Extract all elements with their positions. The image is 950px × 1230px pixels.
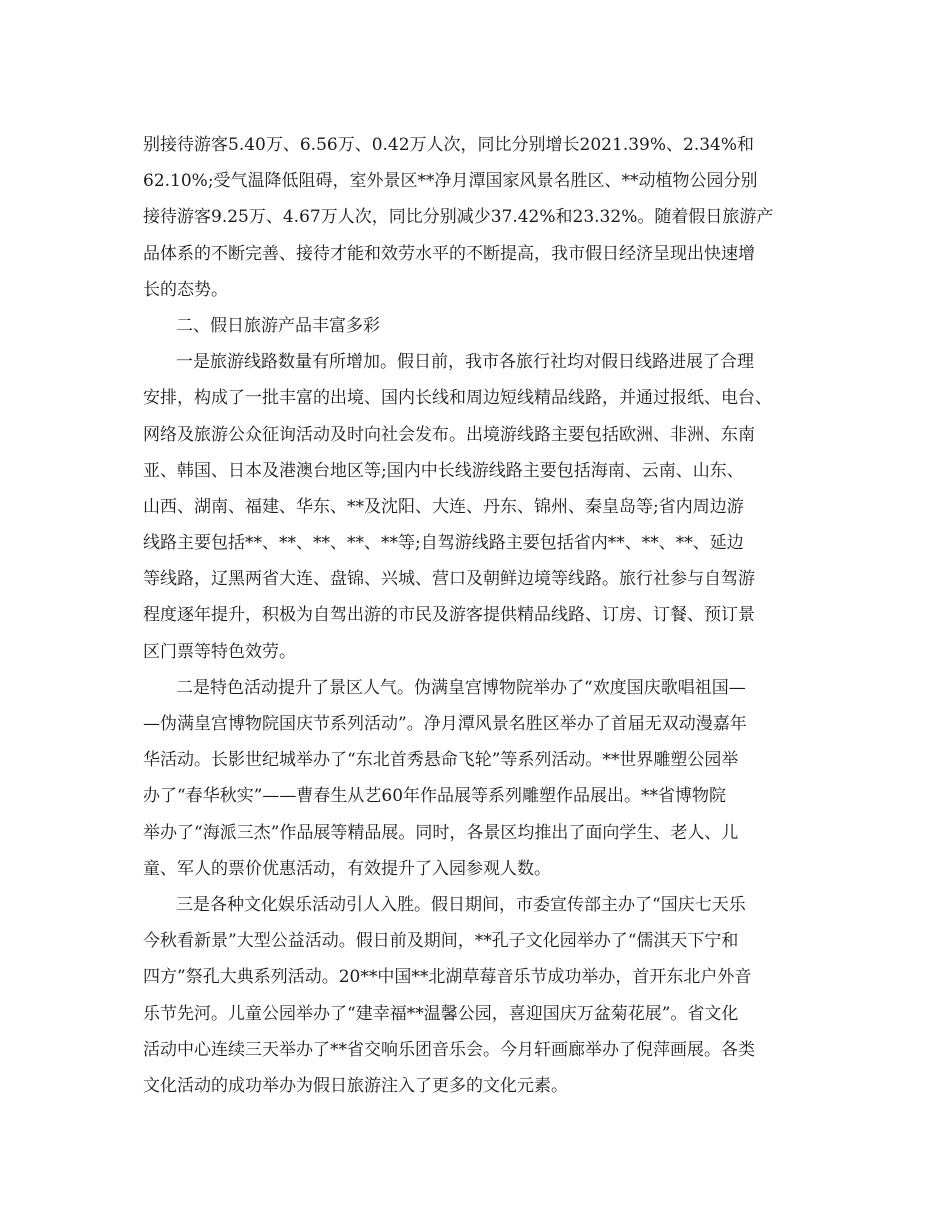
text-line: 山西、湖南、福建、华东、**及沈阳、大连、丹东、锦州、秦皇岛等;省内周边游 <box>143 496 744 517</box>
text-line: 今秋看新景”大型公益活动。假日前及期间，**孔子文化园举办了“儒淇天下宁和 <box>143 931 739 952</box>
text-line: 区门票等特色效劳。 <box>143 641 296 662</box>
text-line: 等线路，辽黑两省大连、盘锦、兴城、营口及朝鲜边境等线路。旅行社参与自驾游 <box>143 569 755 590</box>
text-line: 62.10%;受气温降低阻碍，室外景区**净月潭国家风景名胜区、**动植物公园分别 <box>143 171 758 192</box>
text-line: 亚、韩国、日本及港澳台地区等;国内中长线游线路主要包括海南、云南、山东、 <box>143 460 744 481</box>
text-line: 网络及旅游公众征询活动及时向社会发布。出境游线路主要包括欧洲、非洲、东南 <box>143 424 755 445</box>
text-line: 二、假日旅游产品丰富多彩 <box>176 315 380 336</box>
text-line: 四方”祭孔大典系列活动。20**中国**北湖草莓音乐节成功举办，首开东北户外音 <box>143 967 752 988</box>
text-line: 文化活动的成功举办为假日旅游注入了更多的文化元素。 <box>143 1075 568 1096</box>
text-line: 长的态势。 <box>143 279 228 300</box>
text-line: 品体系的不断完善、接待才能和效劳水平的不断提高，我市假日经济呈现出快速增 <box>143 243 755 264</box>
text-line: 乐节先河。儿童公园举办了“建幸福**温馨公园，喜迎国庆万盆菊花展”。省文化 <box>143 1003 739 1024</box>
text-line: 别接待游客5.40万、6.56万、0.42万人次，同比分别增长2021.39%、2.34%和 <box>143 135 755 155</box>
text-line: 办了“春华秋实”——曹春生从艺60年作品展等系列雕塑作品展出。**省博物院 <box>143 786 727 807</box>
text-line: 接待游客9.25万、4.67万人次，同比分别减少37.42%和23.32%。随着假日旅游产 <box>143 207 774 228</box>
text-line: 三是各种文化娱乐活动引人入胜。假日期间，市委宣传部主办了“国庆七天乐 <box>176 894 746 915</box>
document-body <box>143 127 833 1104</box>
text-line: 程度逐年提升，积极为自驾出游的市民及游客提供精品线路、订房、订餐、预订景 <box>143 605 755 626</box>
text-line: 线路主要包括**、**、**、**、**等;自驾游线路主要包括省内**、**、**、延边 <box>143 533 744 554</box>
text-line: 举办了“海派三杰”作品展等精品展。同时，各景区均推出了面向学生、老人、儿 <box>143 822 739 843</box>
text-line: —伪满皇宫博物院国庆节系列活动”。净月潭风景名胜区举办了首届无双动漫嘉年 <box>143 714 747 734</box>
text-line: 活动中心连续三天举办了**省交响乐团音乐会。今月轩画廊举办了倪萍画展。各类 <box>143 1039 755 1060</box>
text-line: 二是特色活动提升了景区人气。伪满皇宫博物院举办了“欢度国庆歌唱祖国— <box>176 677 746 698</box>
text-line: 华活动。长影世纪城举办了“东北首秀悬命飞轮”等系列活动。**世界雕塑公园举 <box>143 750 739 771</box>
text-line: 安排，构成了一批丰富的出境、国内长线和周边短线精品线路，并通过报纸、电台、 <box>143 388 772 409</box>
text-line: 童、军人的票价优惠活动，有效提升了入园参观人数。 <box>143 858 551 879</box>
text-line: 一是旅游线路数量有所增加。假日前，我市各旅行社均对假日线路进展了合理 <box>176 352 754 373</box>
